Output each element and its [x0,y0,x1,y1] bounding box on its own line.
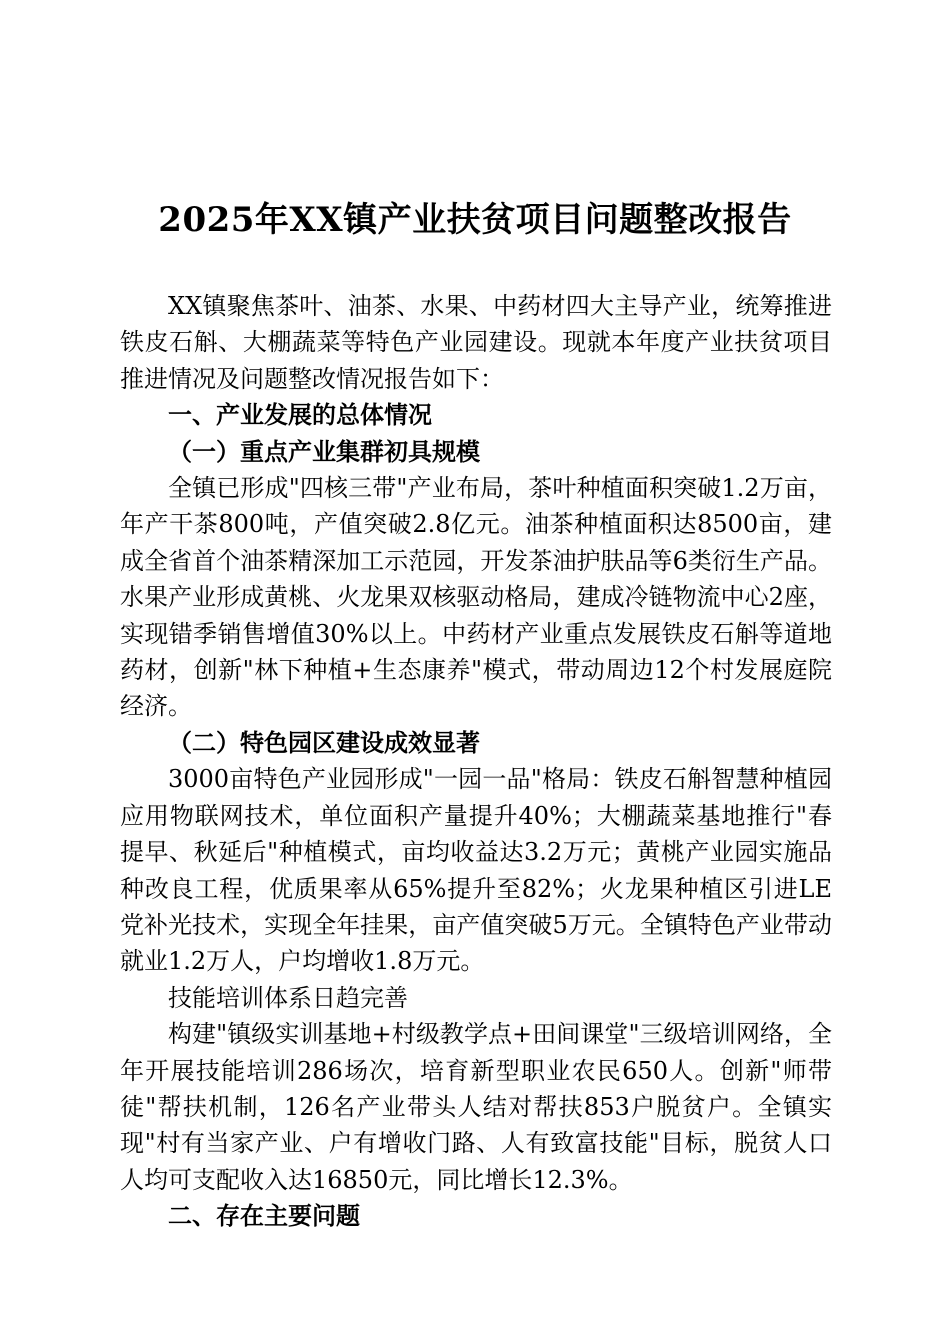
document-title: 2025年XX镇产业扶贫项目问题整改报告 [158,200,792,240]
section-2-heading: 二、存在主要问题 [168,1202,360,1231]
subsection-2-paragraph: 3000亩特色产业园形成"一园一品"格局：铁皮石斛智慧种植园应用物联网技术，单位面积产量提升40%；大棚蔬菜基地推行"春提早、秋延后"种植模式，亩均收益达3.2万元；黄桃产业园实施品种改良工程，优质果率从65%提升至82%；火龙果种植区引进LE党补光技术，实现全年挂果，亩产值突破5万元。全镇特色产业带动就业1.2万人，户均增收1.8万元。 [120,765,832,976]
subsection-3-heading: 技能培训体系日趋完善 [168,983,408,1012]
section-1-heading: 一、产业发展的总体情况 [168,401,432,430]
subsection-2-heading: （二）特色园区建设成效显著 [168,727,480,757]
subsection-1-heading: （一）重点产业集群初具规模 [168,436,480,466]
subsection-1-paragraph: 全镇已形成"四核三带"产业布局，茶叶种植面积突破1.2万亩，年产干茶800吨，产值突破2.8亿元。油茶种植面积达8500亩，建成全省首个油茶精深加工示范园，开发茶油护肤品等6类衍生产品。水果产业形成黄桃、火龙果双核驱动格局，建成冷链物流中心2座，实现错季销售增值30%以上。中药材产业重点发展铁皮石斛等道地药材，创新"林下种植+生态康养"模式，带动周边12个村发展庭院经济。 [120,474,832,721]
subsection-3-paragraph: 构建"镇级实训基地+村级教学点+田间课堂"三级培训网络，全年开展技能培训286场次，培育新型职业农民650人。创新"师带徒"帮扶机制，126名产业带头人结对帮扶853户脱贫户。全镇实现"村有当家产业、户有增收门路、人有致富技能"目标，脱贫人口人均可支配收入达16850元，同比增长12.3%。 [120,1020,832,1194]
document-body [120,288,832,1235]
intro-paragraph: XX镇聚焦茶叶、油茶、水果、中药材四大主导产业，统筹推进铁皮石斛、大棚蔬菜等特色产业园建设。现就本年度产业扶贫项目推进情况及问题整改情况报告如下： [120,292,832,393]
